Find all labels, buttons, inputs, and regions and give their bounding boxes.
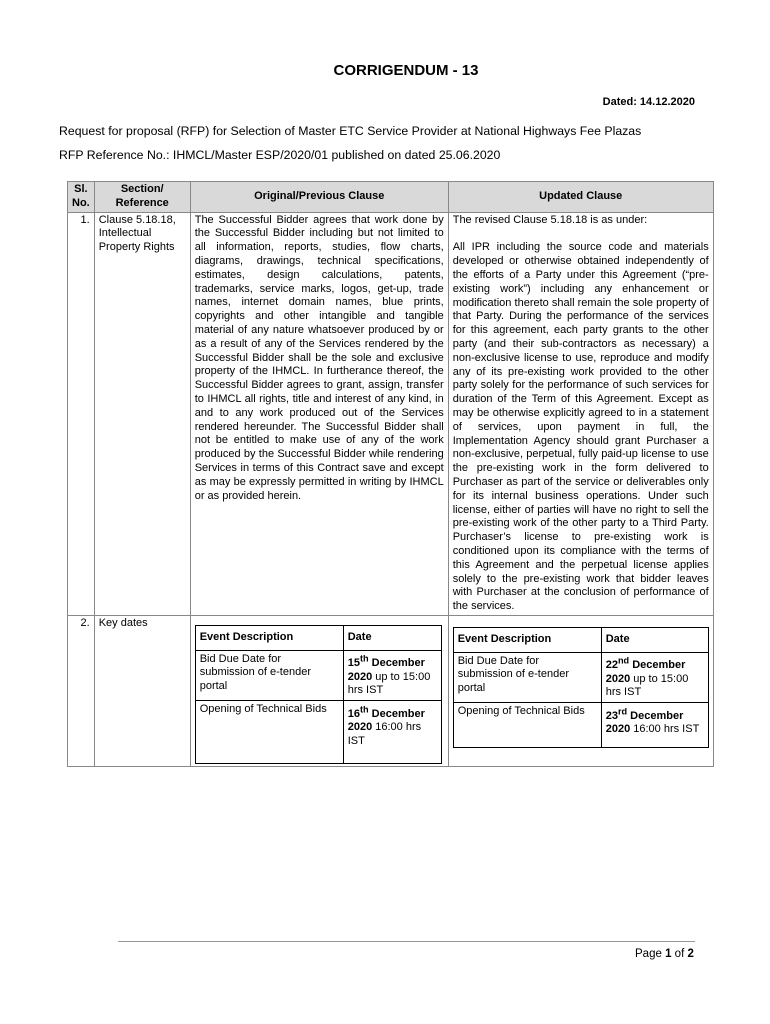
row1-updated-body: All IPR including the source code and materials developed or otherwise obtained independently of the efforts of a Party under this Agreement (“pre-existing work”) including any enhancement or modification thereto shall remain the sole property of that Party. During the performance of the services for this agreement, each party grants to the other party (and their sub-contractors as necessary) a non-exclusive license to use, reproduce and modify any of its pre-existing work provided to the other party solely for the performance of such services for duration of the Term of this Agreement. Except as may be otherwise explicitly agreed to in a statement of services, upon payment in full, the Implementation Agency should grant Purchaser a non-exclusive, perpetual, fully paid-up license to use the pre-existing work in the form delivered to Purchaser as part of the service or deliverables only for its internal business operations. Under such license, either of parties will have no right to sell the pre-existing work of the other party to a Third Party. Purchaser’s license to pre-existing work is conditioned upon its compliance with the terms of this Agreement and the perpetual license applies solely to the pre-existing work that bidder leaves with Purchaser at the conclusion of performance of the services. — [452, 241, 709, 613]
upd-r1-rest: up to 15:00 hrs IST — [605, 672, 689, 699]
corrigendum-table — [67, 181, 714, 767]
page-of: of — [674, 948, 685, 960]
upd-r2-sup: rd — [617, 705, 628, 716]
upd-r1-bold: December 2020 — [605, 659, 686, 685]
row2-sl: 2. — [68, 615, 95, 766]
upd-r2-bold: December 2020 — [605, 709, 684, 736]
header-original-clause: Original/Previous Clause — [190, 182, 448, 213]
upd-r2-day: 23 — [605, 709, 618, 722]
orig-r2-day: 16 — [347, 707, 360, 720]
original-key-dates-table — [195, 625, 442, 764]
header-updated-clause: Updated Clause — [448, 182, 713, 213]
row1-updated-clause — [448, 212, 713, 615]
upd-r2-date — [601, 702, 708, 747]
orig-r1-event: Bid Due Date for submission of e-tender portal — [195, 650, 343, 700]
orig-r1-rest: up to 15:00 hrs IST — [347, 670, 431, 697]
footer-divider — [118, 941, 695, 942]
page-word: Page — [635, 948, 662, 960]
row1-original-clause: The Successful Bidder agrees that work done by the Successful Bidder including but not limited to all information, reports, studies, flow charts, diagrams, drawings, technical specifications, estimates, design calculations, patents, trademarks, service marks, logos, get-up, trade names, internet domain names, blue prints, copyrights and other intangible and tangible material of any nature whatsoever produced by or as a result of any of the Services rendered by the Successful Bidder shall be the sole and exclusive property of the IHMCL. In furtherance thereof, the Successful Bidder agrees to grant, assign, transfer to IHMCL all rights, title and interest of any kind, in and to any work produced out of the Services rendered hereunder. The Successful Bidder shall not be entitled to make use of any of the work produced by the Successful Bidder while rendering Services in terms of this Contract save and except as may be expressly permitted in writing by IHMCL or as provided herein. — [190, 212, 448, 615]
upd-r2-event: Opening of Technical Bids — [453, 702, 601, 747]
upd-r1-day: 22 — [605, 659, 618, 672]
orig-r2-date — [343, 700, 441, 763]
orig-r2-rest: 16:00 hrs IST — [347, 721, 422, 747]
orig-r1-bold: December 2020 — [347, 657, 425, 683]
table-row — [68, 615, 714, 766]
row2-updated-dates — [448, 615, 713, 766]
orig-r2-sup: th — [359, 703, 369, 714]
rfp-reference-line: RFP Reference No.: IHMCL/Master ESP/2020/01 published on dated 25.06.2020 — [59, 148, 501, 162]
rfp-title-line: Request for proposal (RFP) for Selection of Master ETC Service Provider at National Highways Fee Plazas — [59, 124, 642, 138]
orig-r2-event: Opening of Technical Bids — [195, 700, 343, 763]
page-number — [635, 948, 694, 960]
header-sl-no: Sl. No. — [68, 182, 95, 213]
date-line: Dated: 14.12.2020 — [602, 96, 695, 108]
page-total: 2 — [687, 948, 694, 960]
orig-r2-bold: December 2020 — [347, 707, 425, 734]
orig-r1-date — [343, 650, 441, 700]
row2-section: Key dates — [94, 615, 190, 766]
updated-key-dates-table — [453, 627, 709, 748]
upd-r2-rest: 16:00 hrs IST — [630, 723, 700, 736]
table-row — [68, 212, 714, 615]
upd-head-event: Event Description — [453, 627, 601, 652]
row1-updated-intro: The revised Clause 5.18.18 is as under: — [452, 213, 648, 226]
row1-sl: 1. — [68, 212, 95, 615]
upd-r1-date — [601, 652, 708, 702]
orig-head-date: Date — [343, 625, 441, 650]
document-title: CORRIGENDUM - 13 — [333, 62, 479, 79]
header-section: Section/ Reference — [94, 182, 190, 213]
table-header-row — [68, 182, 714, 213]
upd-head-date: Date — [601, 627, 708, 652]
orig-r1-sup: th — [359, 653, 369, 664]
orig-r1-day: 15 — [347, 657, 360, 670]
page-current: 1 — [665, 948, 672, 960]
row2-original-dates — [190, 615, 448, 766]
upd-r1-event: Bid Due Date for submission of e-tender portal — [453, 652, 601, 702]
upd-r1-sup: nd — [617, 655, 630, 666]
row1-section: Clause 5.18.18, Intellectual Property Rights — [94, 212, 190, 615]
orig-head-event: Event Description — [195, 625, 343, 650]
